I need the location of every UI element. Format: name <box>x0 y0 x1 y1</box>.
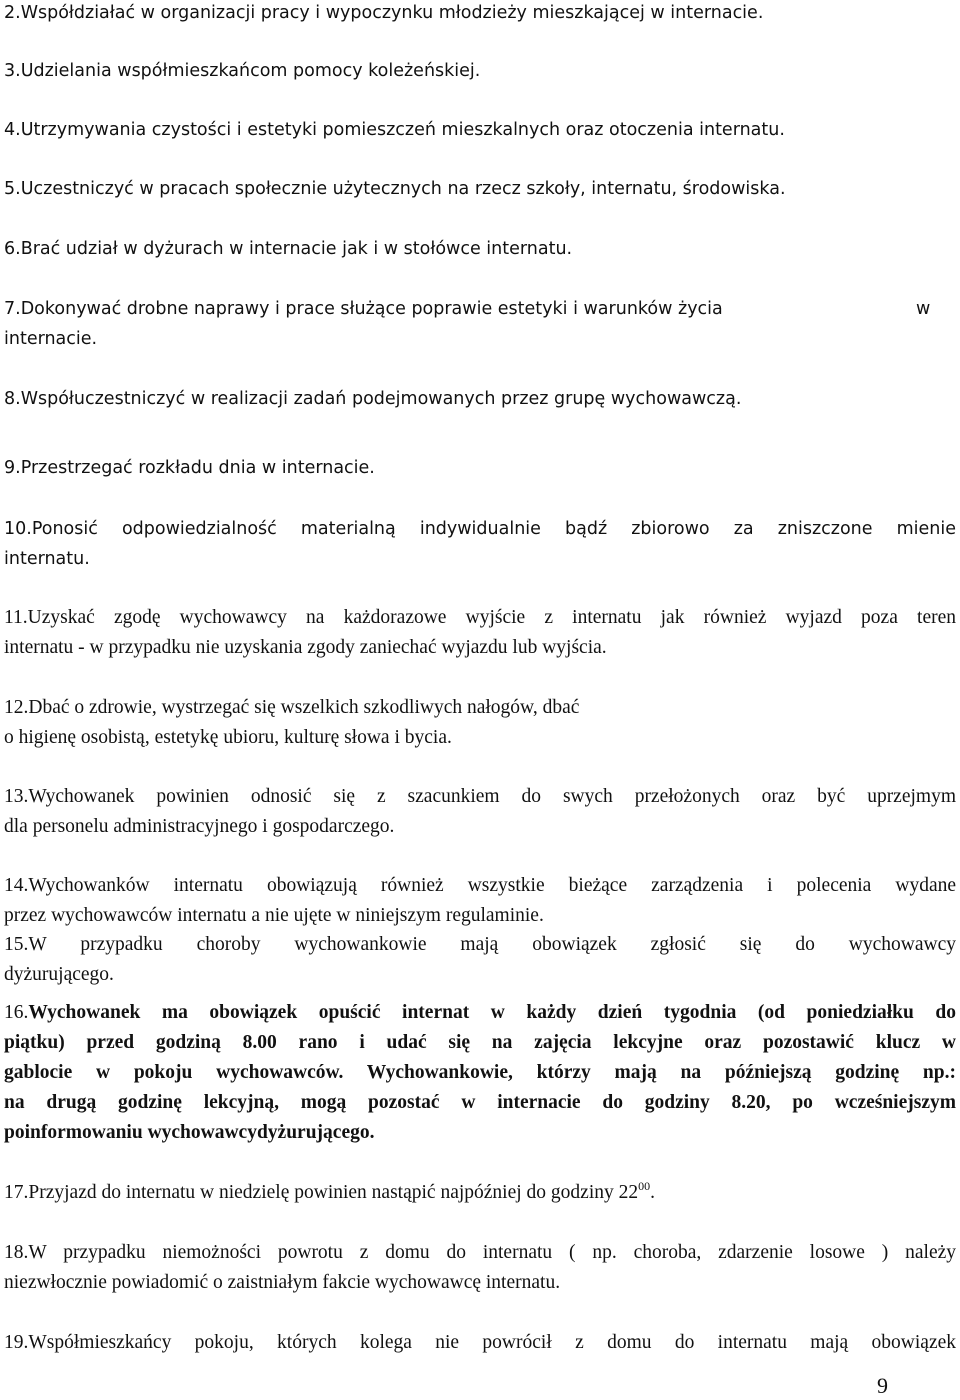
rule-item-2: 2.Współdziałać w organizacji pracy i wypoczynku młodzieży mieszkającej w internacie. <box>4 3 764 23</box>
rule-item-11-line-1: 11.Uzyskać zgodę wychowawcy na każdorazowe wyjście z internatu jak również wyjazd poza teren <box>4 607 956 628</box>
rule-item-14-line-1: 14.Wychowanków internatu obowiązują również wszystkie bieżące zarządzenia i polecenia wydane <box>4 875 956 896</box>
rule-item-16-line-4: na drugą godzinę lekcyjną, mogą pozostać w internacie do godziny 8.20, po wcześniejszym <box>4 1092 956 1113</box>
rule-item-7-line-1: 7.Dokonywać drobne naprawy i prace służące poprawie estetyki i warunków życia <box>4 299 723 319</box>
rule-item-17-text: 17.Przyjazd do internatu w niedzielę powinien nastąpić najpóźniej do godziny 22 <box>4 1182 639 1203</box>
rule-item-12-line-2: o higienę osobistą, estetykę ubioru, kulturę słowa i bycia. <box>4 727 452 748</box>
rule-item-14-line-2: przez wychowawców internatu a nie ujęte w niniejszym regulaminie. <box>4 905 544 926</box>
rule-item-15-line-2: dyżurującego. <box>4 964 114 985</box>
rule-item-17 <box>4 1178 956 1208</box>
rule-item-16-line-2: piątku) przed godziną 8.00 rano i udać się na zajęcia lekcyjne oraz pozostawić klucz w <box>4 1032 956 1053</box>
rule-item-9: 9.Przestrzegać rozkładu dnia w internacie. <box>4 458 375 478</box>
rule-item-3: 3.Udzielania współmieszkańcom pomocy koleżeńskiej. <box>4 61 481 81</box>
rule-item-16-line-5: poinformowaniu wychowawcydyżurującego. <box>4 1122 375 1143</box>
rule-item-16-text: Wychowanek ma obowiązek opuścić internat w każdy dzień tygodnia (od poniedziałku do <box>28 1002 956 1023</box>
rule-item-16-line-1 <box>4 998 956 1028</box>
rule-item-19-line-1: 19.Współmieszkańcy pokoju, których kolega nie powrócił z domu do internatu mają obowiązek <box>4 1332 956 1353</box>
rule-item-17-end: . <box>650 1182 655 1203</box>
rule-item-18-line-2: niezwłocznie powiadomić o zaistniałym fakcie wychowawcę internatu. <box>4 1272 561 1293</box>
rule-item-11-line-2: internatu - w przypadku nie uzyskania zgody zaniechać wyjazdu lub wyjścia. <box>4 637 607 658</box>
rule-item-7-line-2: internacie. <box>4 329 98 349</box>
rule-item-17-superscript: 00 <box>638 1179 651 1193</box>
rule-item-12-line-1: 12.Dbać o zdrowie, wystrzegać się wszelkich szkodliwych nałogów, dbać <box>4 697 580 718</box>
rule-item-16-number: 16. <box>4 1002 29 1023</box>
rule-item-16-line-3: gablocie w pokoju wychowawców. Wychowankowie, którzy mają na późniejszą godzinę np.: <box>4 1062 956 1083</box>
rule-item-10-line-1: 10.Ponosić odpowiedzialność materialną indywidualnie bądź zbiorowo za zniszczone mienie <box>4 519 956 539</box>
rule-item-4: 4.Utrzymywania czystości i estetyki pomieszczeń mieszkalnych oraz otoczenia internatu. <box>4 120 785 140</box>
rule-item-6: 6.Brać udział w dyżurach w internacie jak i w stołówce internatu. <box>4 239 573 259</box>
page-number: 9 <box>877 1373 888 1398</box>
rule-item-18-line-1: 18.W przypadku niemożności powrotu z domu do internatu ( np. choroba, zdarzenie losowe ) należy <box>4 1242 956 1263</box>
rule-item-13-line-1: 13.Wychowanek powinien odnosić się z szacunkiem do swych przełożonych oraz być uprzejmym <box>4 786 956 807</box>
rule-item-8: 8.Współuczestniczyć w realizacji zadań podejmowanych przez grupę wychowawczą. <box>4 389 742 409</box>
rule-item-5: 5.Uczestniczyć w pracach społecznie użytecznych na rzecz szkoły, internatu, środowiska. <box>4 179 786 199</box>
rule-item-13-line-2: dla personelu administracyjnego i gospodarczego. <box>4 816 395 837</box>
rule-item-10-line-2: internatu. <box>4 549 90 569</box>
rule-item-15-line-1: 15.W przypadku choroby wychowankowie mają obowiązek zgłosić się do wychowawcy <box>4 934 956 955</box>
rule-item-7-trailing-word: w <box>916 299 931 319</box>
